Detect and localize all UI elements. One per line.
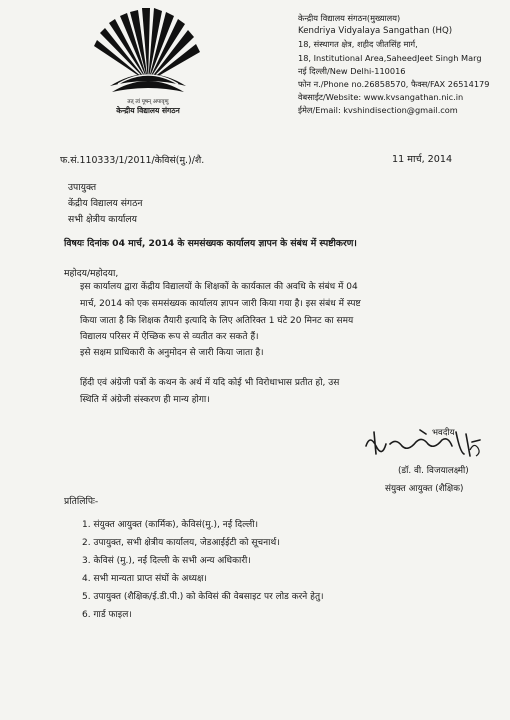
logo-motto: तत् त्वं पूषन् अपावृणु [127,99,169,105]
list-item: 5. उपायुक्त (शैक्षिक/ई.डी.पी.) को केविसं की वेबसाइट पर लोड करने हेतु। [82,592,324,602]
address-line: ईमेल/Email: kvshindisection@gmail.com [298,105,458,116]
paragraph-line: मार्च, 2014 को एक समसंख्यक कार्यालय ज्ञापन जारी किया गया है। इस संबंध में स्पष्ट [80,298,361,309]
copy-to-heading: प्रतिलिपिः- [64,496,99,507]
letter-date: 11 मार्च, 2014 [392,154,453,165]
handwritten-signature-icon [360,424,490,464]
address-line: फोन न./Phone no.26858570, फैक्स/FAX 26514179 [298,79,490,90]
body-paragraph-1 [80,279,444,346]
recipient-line: उपायुक्त [68,182,97,193]
address-line: 18, संस्थागत क्षेत्र, शहीद जीतसिंह मार्ग, [298,39,418,50]
body-paragraph-2: इसे सक्षम प्राधिकारी के अनुमोदन से जारी किया जाता है। [80,348,264,358]
address-line: 18, Institutional Area,SaheedJeet Singh Marg [298,52,482,63]
salutation: महोदय/महोदया, [64,268,119,279]
body-paragraph-3 [80,375,444,409]
list-item: 1. संयुक्त आयुक्त (कार्मिक), केविसं(मु.), नई दिल्ली। [82,520,259,530]
reference-number: फ.सं.110333/1/2011/केविसं(मु.)/शै. [60,155,205,166]
address-line: केन्द्रीय विद्यालय संगठन(मुख्यालय) [298,13,401,23]
paragraph-line: किया जाता है कि शिक्षक तैयारी इत्यादि के लिए अतिरिक्त 1 घंटे 20 मिनट का समय [80,315,354,326]
address-line: वेबसाईट/Website: www.kvsangathan.nic.in [298,92,464,103]
letterhead-address [298,12,498,118]
paragraph-line: इस कार्यालय द्वारा केंद्रीय विद्यालयों के शिक्षकों के कार्यकाल की अवधि के संबंध में 04 [80,282,358,292]
copy-to-list [82,516,324,624]
paragraph-line: स्थिति में अंग्रेजी संस्करण ही मान्य होगा। [80,394,210,405]
signatory-designation: संयुक्त आयुक्त (शैक्षिक) [385,484,464,494]
address-line: Kendriya Vidyalaya Sangathan (HQ) [298,26,453,37]
subject-line: विषयः दिनांक 04 मार्च, 2014 के समसंख्यक कार्यालय ज्ञापन के संबंध में स्पष्टीकरण। [64,238,357,249]
recipient-block [68,180,143,228]
list-item: 2. उपायुक्त, सभी क्षेत्रीय कार्यालय, जेडआईईटी को सूचनार्थ। [82,538,280,548]
logo-caption: केन्द्रीय विद्यालय संगठन [116,106,180,115]
recipient-line: केंद्रीय विद्यालय संगठन [68,198,143,209]
signatory-name: (डॉ. वी. विजयालक्ष्मी) [398,466,469,476]
paragraph-line: हिंदी एवं अंग्रेजी पत्रों के कथन के अर्थ में यदि कोई भी विरोधाभास प्रतीत हो, उस [80,378,340,388]
address-line: नई दिल्ली/New Delhi-110016 [298,65,406,76]
paragraph-line: विद्यालय परिसर में ऐच्छिक रूप से व्यतीत कर सकते हैं। [80,332,259,343]
list-item: 4. सभी मान्यता प्राप्त संघों के अध्यक्ष। [82,574,207,584]
closing: भवदीय [432,428,455,438]
list-item: 6. गार्ड फाइल। [82,610,132,620]
list-item: 3. केविसं (मु.), नई दिल्ली के सभी अन्य अधिकारी। [82,556,251,566]
recipient-line: सभी क्षेत्रीय कार्यालय [68,214,137,225]
